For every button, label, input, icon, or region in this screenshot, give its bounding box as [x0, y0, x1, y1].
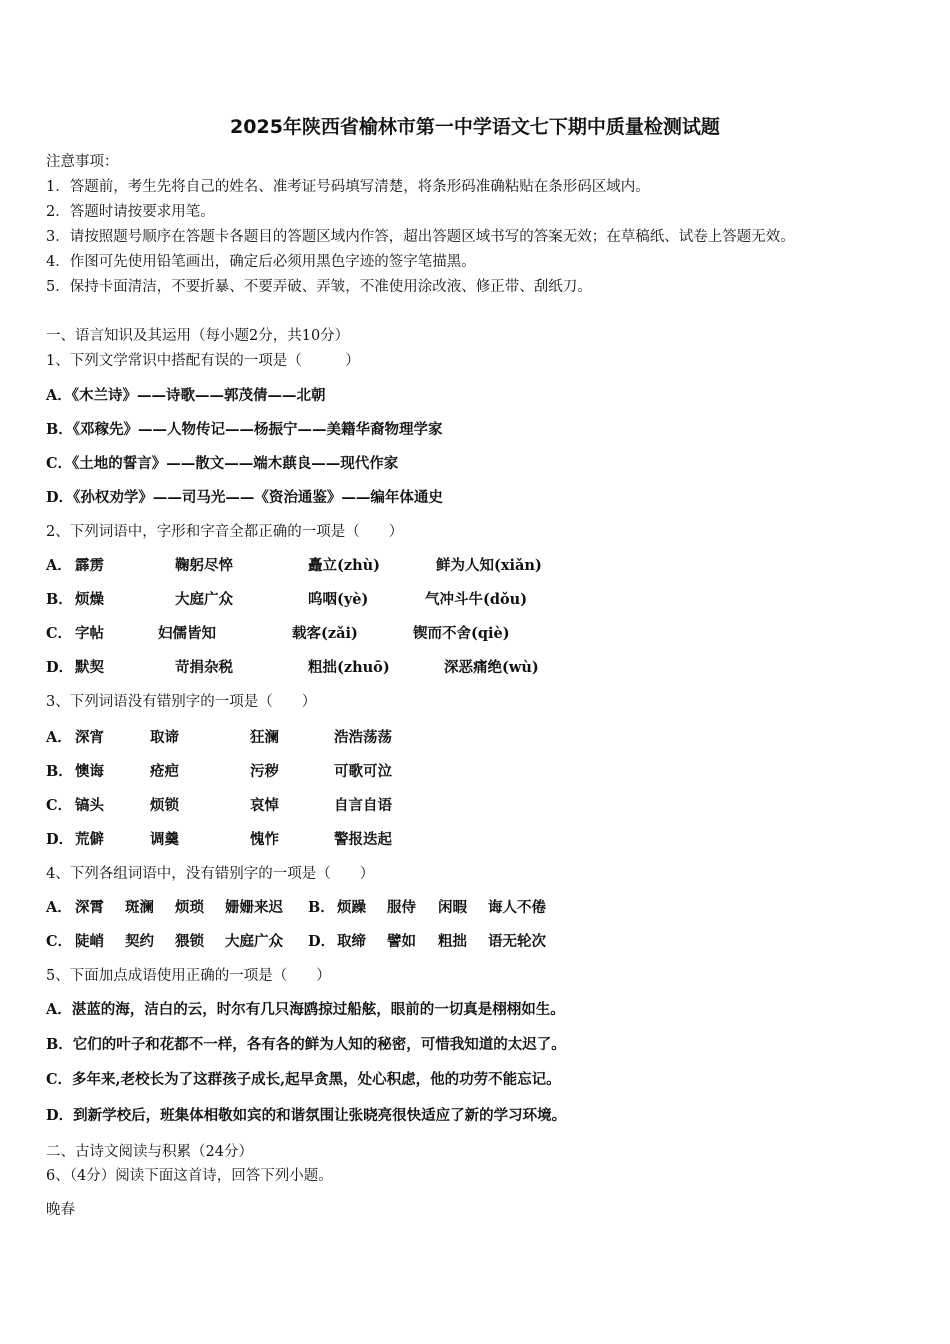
option-word: 愧怍 — [250, 831, 279, 848]
option-letter: D． — [46, 831, 74, 848]
option-word: 鲜为人知(xiǎn) — [436, 557, 542, 574]
question-stem: 5、下面加点成语使用正确的一项是（ ） — [46, 968, 331, 984]
question-stem: 1、下列文学常识中搭配有误的一项是（ ） — [46, 353, 360, 369]
option-letter: A． — [46, 899, 72, 916]
option-word: 默契 — [75, 659, 104, 676]
option-word: 呜咽(yè) — [308, 591, 369, 608]
option-c: C．多年来,老校长为了这群孩子成长,起早贪黑，处心积虑，他的功劳不能忘记。 — [46, 1071, 561, 1088]
option-word: 大庭广众 — [175, 591, 233, 608]
option-word: 狂澜 — [250, 729, 279, 746]
option-word: 斑澜 — [125, 899, 154, 916]
option-word: 自言自语 — [334, 797, 392, 814]
option-word: 譬如 — [387, 933, 416, 950]
option-word: 气冲斗牛(dǒu) — [425, 591, 528, 608]
question-stem: 4、下列各组词语中，没有错别字的一项是（ ） — [46, 866, 375, 882]
question-stem: 2、下列词语中，字形和字音全都正确的一项是（ ） — [46, 524, 404, 540]
option-word: 陡峭 — [75, 933, 104, 950]
option-c: C．《土地的誓言》——散文——端木蕻良——现代作家 — [46, 455, 399, 472]
page-title: 2025年陕西省榆林市第一中学语文七下期中质量检测试题 — [230, 116, 720, 138]
option-letter: B． — [46, 591, 73, 608]
option-word: 警报迭起 — [334, 831, 392, 848]
option-word: 粗拙 — [438, 933, 467, 950]
option-word: 载客(zǎi) — [292, 625, 358, 642]
option-word: 深宵 — [75, 729, 104, 746]
option-word: 粗拙(zhuō) — [308, 659, 390, 676]
option-word: 猥锁 — [175, 933, 204, 950]
option-word: 服侍 — [387, 899, 416, 916]
option-a: A．《木兰诗》——诗歌——郭茂倩——北朝 — [46, 387, 326, 404]
option-word: 烦燥 — [75, 591, 104, 608]
option-letter: A． — [46, 729, 72, 746]
question-stem: 6、（4分）阅读下面这首诗，回答下列小题。 — [46, 1168, 333, 1184]
option-word: 烦锁 — [150, 797, 179, 814]
option-word: 契约 — [125, 933, 154, 950]
option-word: 大庭广众 — [225, 933, 283, 950]
notice-item: 4．作图可先使用铅笔画出，确定后必须用黑色字迹的签字笔描黑。 — [46, 254, 476, 270]
notice-item: 5．保持卡面清洁，不要折暴、不要弄破、弄皱，不准使用涂改液、修正带、刮纸刀。 — [46, 279, 592, 295]
notice-item: 1．答题前，考生先将自己的姓名、准考证号码填写清楚，将条形码准确粘贴在条形码区域内。 — [46, 179, 650, 195]
option-word: 浩浩荡荡 — [334, 729, 392, 746]
option-word: 深霄 — [75, 899, 104, 916]
option-word: 烦躁 — [337, 899, 366, 916]
option-word: 可歌可泣 — [334, 763, 392, 780]
option-word: 语无轮次 — [488, 933, 546, 950]
option-b: B．它们的叶子和花都不一样，各有各的鲜为人知的秘密，可惜我知道的太迟了。 — [46, 1036, 566, 1053]
option-a: A．湛蓝的海，洁白的云，时尔有几只海鸥掠过船舷，眼前的一切真是栩栩如生。 — [46, 1001, 565, 1018]
section-heading: 二、古诗文阅读与积累（24分） — [46, 1144, 253, 1160]
option-word: 取缔 — [337, 933, 366, 950]
option-b: B．《邓稼先》——人物传记——杨振宁——美籍华裔物理学家 — [46, 421, 443, 438]
option-letter: C． — [46, 797, 73, 814]
option-word: 疮疤 — [150, 763, 179, 780]
option-word: 姗姗来迟 — [225, 899, 283, 916]
option-word: 矗立(zhù) — [308, 557, 381, 574]
option-letter: D． — [46, 659, 74, 676]
option-word: 苛捐杂税 — [175, 659, 233, 676]
option-word: 妇儒皆知 — [158, 625, 216, 642]
option-letter: B． — [46, 763, 73, 780]
option-word: 烦琐 — [175, 899, 204, 916]
notice-item: 3．请按照题号顺序在答题卡各题目的答题区域内作答，超出答题区域书写的答案无效；在草稿纸、试卷上答题无效。 — [46, 229, 795, 245]
option-word: 诲人不倦 — [488, 899, 546, 916]
section-heading: 一、语言知识及其运用（每小题2分，共10分） — [46, 328, 350, 344]
option-word: 闲暇 — [438, 899, 467, 916]
notice-heading: 注意事项： — [46, 154, 119, 170]
question-stem: 3、下列词语没有错别字的一项是（ ） — [46, 694, 317, 710]
option-letter: C． — [46, 933, 73, 950]
option-letter: C． — [46, 625, 73, 642]
option-word: 锲而不舍(qiè) — [413, 625, 510, 642]
poem-title: 晚春 — [46, 1202, 75, 1218]
option-word: 字帖 — [75, 625, 104, 642]
option-word: 污秽 — [250, 763, 279, 780]
option-letter: B． — [308, 899, 335, 916]
option-word: 霹雳 — [75, 557, 104, 574]
option-word: 深恶痛绝(wù) — [444, 659, 539, 676]
option-letter: A． — [46, 557, 72, 574]
notice-item: 2．答题时请按要求用笔。 — [46, 204, 215, 220]
option-letter: D． — [308, 933, 336, 950]
option-word: 取谛 — [150, 729, 179, 746]
option-word: 哀悼 — [250, 797, 279, 814]
option-word: 荒僻 — [75, 831, 104, 848]
option-word: 镐头 — [75, 797, 104, 814]
option-word: 懊诲 — [75, 763, 104, 780]
option-d: D．到新学校后，班集体相敬如宾的和谐氛围让张晓亮很快适应了新的学习环境。 — [46, 1107, 567, 1124]
option-word: 鞠躬尽悴 — [175, 557, 233, 574]
option-word: 调羹 — [150, 831, 179, 848]
option-d: D．《孙权劝学》——司马光——《资治通鉴》——编年体通史 — [46, 489, 443, 506]
